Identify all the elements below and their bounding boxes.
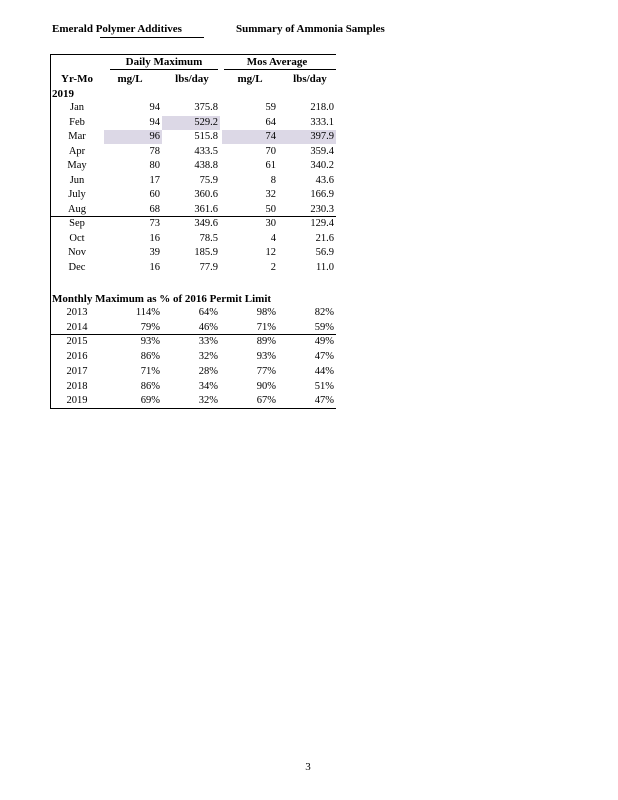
group-underline-avg [224, 69, 336, 70]
monthly-row-label: Dec [68, 261, 86, 273]
yearly-row-daily-mgl: 86% [140, 351, 160, 363]
yearly-row-daily-lbs: 34% [198, 380, 218, 392]
yearly-row-daily-mgl: 114% [135, 307, 160, 318]
monthly-row-avg-lbs: 230.3 [310, 203, 334, 215]
yearly-row-avg-mgl: 90% [256, 380, 276, 392]
monthly-row-avg-mgl: 50 [265, 203, 276, 215]
table-bottom-rule [50, 408, 336, 409]
monthly-row-avg-lbs: 43.6 [315, 174, 334, 186]
monthly-row-avg-lbs: 333.1 [310, 116, 334, 128]
table-divider-yearly [50, 334, 336, 335]
monthly-row-avg-mgl: 61 [265, 160, 276, 171]
yearly-row-avg-mgl: 93% [256, 351, 276, 363]
monthly-row-label: Oct [69, 232, 85, 244]
yearly-row-daily-lbs: 64% [198, 307, 218, 318]
yearly-row-avg-mgl: 98% [256, 307, 276, 318]
monthly-row-daily-mgl: 96 [149, 131, 160, 142]
yearly-row-label: 2013 [66, 307, 88, 318]
monthly-row-label: July [68, 189, 86, 200]
yearly-row-avg-lbs: 47% [314, 351, 334, 363]
yearly-row-avg-lbs: 49% [314, 336, 334, 348]
monthly-row-avg-mgl: 74 [265, 131, 276, 142]
monthly-row-avg-mgl: 12 [265, 247, 276, 258]
monthly-row-avg-mgl: 64 [265, 116, 276, 128]
yearly-row-daily-lbs: 28% [198, 365, 218, 377]
monthly-row-daily-lbs: 185.9 [194, 247, 218, 258]
monthly-row-label: Mar [68, 131, 86, 142]
monthly-row-daily-mgl: 16 [149, 261, 160, 273]
monthly-row-daily-mgl: 94 [149, 116, 160, 128]
monthly-row-avg-mgl: 32 [265, 189, 276, 200]
monthly-row-avg-mgl: 70 [265, 145, 276, 157]
yearly-row-label: 2016 [66, 351, 88, 363]
col-daily-mgl: mg/L [117, 73, 143, 85]
monthly-row-avg-mgl: 4 [270, 232, 276, 244]
company-underline [100, 37, 204, 38]
monthly-row-daily-lbs: 438.8 [194, 160, 218, 171]
monthly-row-label: Nov [67, 247, 87, 258]
monthly-row-daily-lbs: 433.5 [194, 145, 218, 157]
monthly-row-label: Sep [69, 218, 85, 229]
year-label: 2019 [52, 88, 74, 100]
monthly-row-daily-mgl: 78 [149, 145, 160, 157]
yearly-row-daily-mgl: 69% [140, 395, 160, 407]
col-daily-lbs: lbs/day [175, 73, 209, 85]
yearly-row-label: 2015 [66, 336, 88, 348]
monthly-row-daily-lbs: 77.9 [199, 261, 218, 273]
monthly-row-avg-lbs: 359.4 [310, 145, 334, 157]
report-title: Summary of Ammonia Samples [236, 23, 385, 35]
table-divider-monthly [50, 216, 336, 217]
yearly-row-avg-lbs: 82% [314, 307, 334, 318]
monthly-row-daily-lbs: 75.9 [199, 174, 218, 186]
table-top-rule [50, 54, 336, 55]
monthly-row-avg-mgl: 59 [265, 102, 276, 113]
monthly-row-daily-lbs: 78.5 [199, 232, 218, 244]
page-number: 3 [305, 761, 311, 773]
group-daily-maximum: Daily Maximum [125, 56, 203, 68]
monthly-row-daily-mgl: 16 [149, 232, 160, 244]
monthly-row-label: Jun [69, 174, 85, 186]
monthly-row-avg-lbs: 56.9 [315, 247, 334, 258]
monthly-row-daily-lbs: 529.2 [194, 116, 218, 128]
monthly-row-daily-mgl: 80 [149, 160, 160, 171]
yearly-row-avg-lbs: 51% [314, 380, 334, 392]
monthly-row-daily-mgl: 68 [149, 203, 160, 215]
monthly-row-label: Apr [68, 145, 86, 157]
yearly-row-avg-mgl: 71% [256, 321, 276, 333]
yearly-row-daily-mgl: 71% [140, 365, 160, 377]
monthly-row-avg-lbs: 129.4 [310, 218, 334, 229]
yearly-row-daily-lbs: 32% [198, 351, 218, 363]
monthly-row-label: Aug [67, 203, 87, 215]
monthly-row-daily-mgl: 94 [149, 102, 160, 113]
col-avg-lbs: lbs/day [293, 73, 327, 85]
monthly-row-daily-lbs: 361.6 [194, 203, 218, 215]
yearly-row-daily-mgl: 93% [140, 336, 160, 348]
yearly-row-label: 2019 [66, 395, 88, 407]
yearly-row-label: 2014 [66, 321, 88, 333]
monthly-row-daily-lbs: 360.6 [194, 189, 218, 200]
monthly-row-label: Feb [69, 116, 85, 128]
monthly-row-label: May [67, 160, 87, 171]
monthly-row-daily-mgl: 60 [149, 189, 160, 200]
col-yr-mo: Yr-Mo [61, 73, 93, 85]
monthly-row-label: Jan [70, 102, 84, 113]
monthly-row-avg-lbs: 218.0 [310, 102, 334, 113]
section2-title: Monthly Maximum as % of 2016 Permit Limit [52, 293, 272, 305]
yearly-row-avg-mgl: 89% [256, 336, 276, 348]
monthly-row-daily-lbs: 515.8 [194, 131, 218, 142]
yearly-row-daily-mgl: 86% [140, 380, 160, 392]
monthly-row-avg-lbs: 397.9 [310, 131, 334, 142]
monthly-row-daily-mgl: 39 [149, 247, 160, 258]
yearly-row-avg-lbs: 47% [314, 395, 334, 407]
monthly-row-daily-mgl: 73 [149, 218, 160, 229]
monthly-row-avg-lbs: 340.2 [310, 160, 334, 171]
yearly-row-daily-mgl: 79% [140, 321, 160, 333]
monthly-row-avg-lbs: 21.6 [315, 232, 334, 244]
group-underline-daily [110, 69, 218, 70]
yearly-row-avg-lbs: 59% [314, 321, 334, 333]
group-mos-average: Mos Average [246, 56, 308, 68]
yearly-row-label: 2018 [66, 380, 88, 392]
monthly-row-avg-lbs: 11.0 [316, 261, 334, 273]
yearly-row-avg-mgl: 67% [256, 395, 276, 407]
monthly-row-avg-lbs: 166.9 [310, 189, 334, 200]
yearly-row-avg-mgl: 77% [256, 365, 276, 377]
monthly-row-avg-mgl: 8 [270, 174, 276, 186]
monthly-row-daily-mgl: 17 [149, 174, 160, 186]
company-name: Emerald Polymer Additives [52, 23, 182, 35]
yearly-row-avg-lbs: 44% [314, 365, 334, 377]
monthly-row-daily-lbs: 375.8 [194, 102, 218, 113]
yearly-row-daily-lbs: 46% [198, 321, 218, 333]
monthly-row-avg-mgl: 30 [265, 218, 276, 229]
col-avg-mgl: mg/L [237, 73, 263, 85]
yearly-row-label: 2017 [66, 365, 88, 377]
yearly-row-daily-lbs: 33% [198, 336, 218, 348]
table-left-border [50, 54, 51, 409]
monthly-row-daily-lbs: 349.6 [194, 218, 218, 229]
yearly-row-daily-lbs: 32% [198, 395, 218, 407]
monthly-row-avg-mgl: 2 [270, 261, 276, 273]
